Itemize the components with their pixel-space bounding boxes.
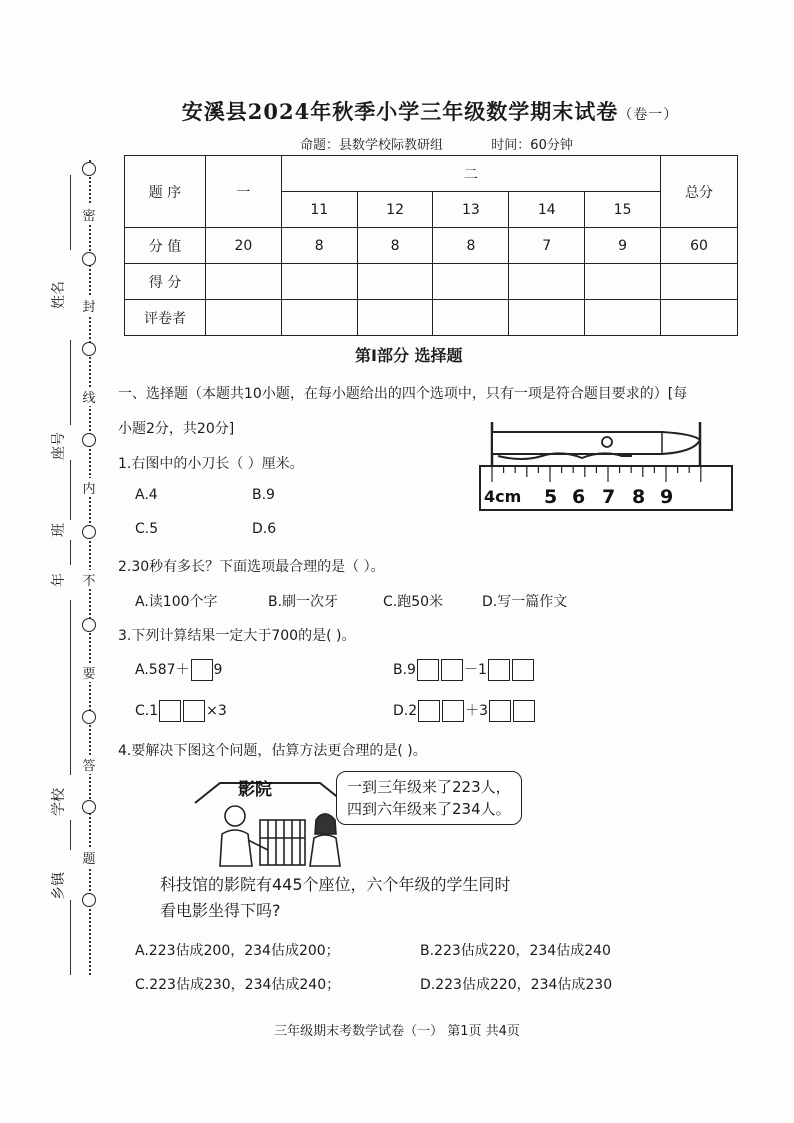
q3-option-a[interactable]	[135, 659, 222, 681]
digit-box[interactable]	[489, 700, 511, 722]
binding-char: 密	[80, 205, 98, 224]
q2-option-d[interactable]: D.写一篇作文	[482, 594, 568, 610]
exam-meta	[300, 134, 573, 153]
binding-hole	[82, 162, 96, 176]
table-header-total: 总分	[661, 156, 738, 228]
grader-cell[interactable]	[509, 300, 585, 336]
exam-time: 时间：60分钟	[491, 138, 573, 153]
digit-box[interactable]	[418, 700, 440, 722]
ruler-label: 6	[572, 486, 586, 508]
section-intro: 一、选择题（本题共10小题，在每小题给出的四个选项中，只有一项是符合题目要求的）[每	[118, 386, 688, 402]
q3-option-c-suffix: ×3	[206, 703, 227, 719]
question-3-stem: 3.下列计算结果一定大于700的是( )。	[118, 628, 356, 644]
grader-cell[interactable]	[357, 300, 433, 336]
score-cell[interactable]	[433, 264, 509, 300]
question-2-stem: 2.30秒有多长？下面选项最合理的是（ ）。	[118, 559, 385, 575]
digit-box[interactable]	[488, 659, 510, 681]
q4-scenario-line: 看电影坐得下吗?	[160, 901, 281, 920]
school-label: 学校	[51, 788, 67, 816]
table-row	[125, 264, 738, 300]
q3-option-d[interactable]	[393, 700, 536, 722]
score-cell[interactable]	[281, 264, 357, 300]
score-table	[124, 155, 738, 336]
town-write-line-lower[interactable]	[70, 900, 71, 975]
q3-option-a-suffix: 9	[213, 662, 223, 678]
binding-char: 不	[80, 570, 98, 589]
grader-cell[interactable]	[281, 300, 357, 336]
speech-line: 四到六年级来了234人。	[347, 800, 511, 818]
points-cell: 8	[357, 228, 433, 264]
seat-write-line[interactable]	[70, 340, 71, 425]
question-4-stem: 4.要解决下图这个问题，估算方法更合理的是( )。	[118, 743, 427, 759]
points-cell: 20	[206, 228, 282, 264]
q3-option-c[interactable]	[135, 700, 227, 722]
digit-box[interactable]	[183, 700, 205, 722]
girl-figure-icon	[310, 814, 340, 866]
grader-cell[interactable]	[206, 300, 282, 336]
digit-box[interactable]	[159, 700, 181, 722]
seat-label: 座号	[51, 432, 67, 460]
row-header-grader: 评卷者	[125, 300, 206, 336]
digit-box[interactable]	[191, 659, 213, 681]
score-cell[interactable]	[357, 264, 433, 300]
grader-cell[interactable]	[661, 300, 738, 336]
table-header-part-two: 二	[281, 156, 660, 192]
points-cell: 8	[433, 228, 509, 264]
binding-hole	[82, 893, 96, 907]
class-label: 班	[51, 523, 67, 537]
ruler-label: 8	[632, 486, 646, 508]
page-footer: 三年级期末考数学试卷（一） 第1页 共4页	[274, 1024, 520, 1039]
q4-option-a[interactable]: A.223估成200，234估成200；	[135, 943, 340, 959]
binding-hole	[82, 800, 96, 814]
binding-hole	[82, 710, 96, 724]
cinema-sign: 影院	[238, 780, 272, 800]
town-label: 乡镇	[51, 872, 67, 900]
ruler-label: 5	[544, 486, 558, 508]
points-cell: 60	[661, 228, 738, 264]
grader-cell[interactable]	[585, 300, 661, 336]
section-title: 第Ⅰ部分 选择题	[355, 346, 463, 365]
exam-title-main: 安溪县2024年秋季小学三年级数学期末试卷	[181, 99, 619, 124]
q4-option-d[interactable]: D.223估成220，234估成230	[420, 977, 613, 993]
knife-icon	[492, 432, 700, 459]
binding-char: 线	[80, 387, 98, 406]
digit-box[interactable]	[417, 659, 439, 681]
q1-option-d[interactable]: D.6	[252, 521, 277, 537]
grade-label: 年	[51, 573, 67, 587]
exam-title	[150, 96, 710, 126]
table-sub-item: 12	[357, 192, 433, 228]
table-sub-item: 13	[433, 192, 509, 228]
binding-hole	[82, 433, 96, 447]
binding-char: 封	[80, 296, 98, 315]
exam-author: 命题：县数学校际教研组	[300, 138, 444, 153]
q4-scenario	[160, 872, 511, 924]
table-header-part-one: 一	[206, 156, 282, 228]
q2-option-a[interactable]: A.读100个字	[135, 594, 218, 610]
points-cell: 9	[585, 228, 661, 264]
ruler-label: 4cm	[484, 487, 522, 506]
score-cell[interactable]	[509, 264, 585, 300]
binding-char: 内	[80, 478, 98, 497]
name-write-line[interactable]	[70, 175, 71, 250]
points-cell: 8	[281, 228, 357, 264]
knife-ruler-figure	[462, 420, 742, 515]
ruler-label: 9	[660, 486, 674, 508]
q3-option-b-prefix: B.9	[393, 662, 416, 678]
cinema-scene-illustration	[190, 768, 360, 868]
q3-option-b-mid: －1	[463, 662, 487, 678]
digit-box[interactable]	[513, 700, 535, 722]
binding-char: 要	[80, 663, 98, 682]
binding-char: 题	[80, 848, 98, 867]
q3-option-b[interactable]	[393, 659, 535, 681]
gate-icon	[260, 820, 305, 865]
q3-option-d-mid: ＋3	[465, 703, 489, 719]
speech-bubble	[336, 771, 522, 825]
score-cell[interactable]	[585, 264, 661, 300]
q3-option-c-prefix: C.1	[135, 703, 159, 719]
binding-hole	[82, 525, 96, 539]
question-1-stem: 1.右图中的小刀长（ ）厘米。	[118, 456, 304, 472]
q2-option-b[interactable]: B.刷一次牙	[268, 594, 339, 610]
speech-line: 一到三年级来了223人，	[347, 778, 511, 796]
school-write-line[interactable]	[70, 600, 71, 775]
score-cell[interactable]	[206, 264, 282, 300]
table-header-item: 题 序	[125, 156, 206, 228]
digit-box[interactable]	[442, 700, 464, 722]
digit-box[interactable]	[441, 659, 463, 681]
exam-title-suffix: （卷一）	[618, 107, 679, 123]
name-label: 姓名	[51, 281, 67, 309]
q3-option-d-prefix: D.2	[393, 703, 418, 719]
town-write-line[interactable]	[70, 820, 71, 850]
binding-hole	[82, 252, 96, 266]
row-header-points: 分 值	[125, 228, 206, 264]
q1-option-b[interactable]: B.9	[252, 487, 275, 503]
binding-hole	[82, 618, 96, 632]
table-row	[125, 300, 738, 336]
q1-option-c[interactable]: C.5	[135, 521, 159, 537]
digit-box[interactable]	[512, 659, 534, 681]
points-cell: 7	[509, 228, 585, 264]
binding-hole	[82, 342, 96, 356]
q4-scenario-line: 科技馆的影院有445个座位，六个年级的学生同时	[160, 875, 511, 894]
table-sub-item: 15	[585, 192, 661, 228]
q3-option-a-prefix: A.587＋	[135, 662, 190, 678]
section-intro-cont: 小题2分，共20分]	[118, 421, 235, 437]
table-row	[125, 228, 738, 264]
table-sub-item: 11	[281, 192, 357, 228]
score-cell[interactable]	[661, 264, 738, 300]
q4-option-c[interactable]: C.223估成230，234估成240；	[135, 977, 341, 993]
q2-option-c[interactable]: C.跑50米	[383, 594, 444, 610]
grade-write-line[interactable]	[70, 540, 71, 565]
table-sub-item: 14	[509, 192, 585, 228]
row-header-score: 得 分	[125, 264, 206, 300]
class-write-line[interactable]	[70, 460, 71, 520]
ruler-label: 7	[602, 486, 616, 508]
q4-option-b[interactable]: B.223估成220，234估成240	[420, 943, 611, 959]
binding-char: 答	[80, 755, 98, 774]
grader-cell[interactable]	[433, 300, 509, 336]
q1-option-a[interactable]: A.4	[135, 487, 158, 503]
